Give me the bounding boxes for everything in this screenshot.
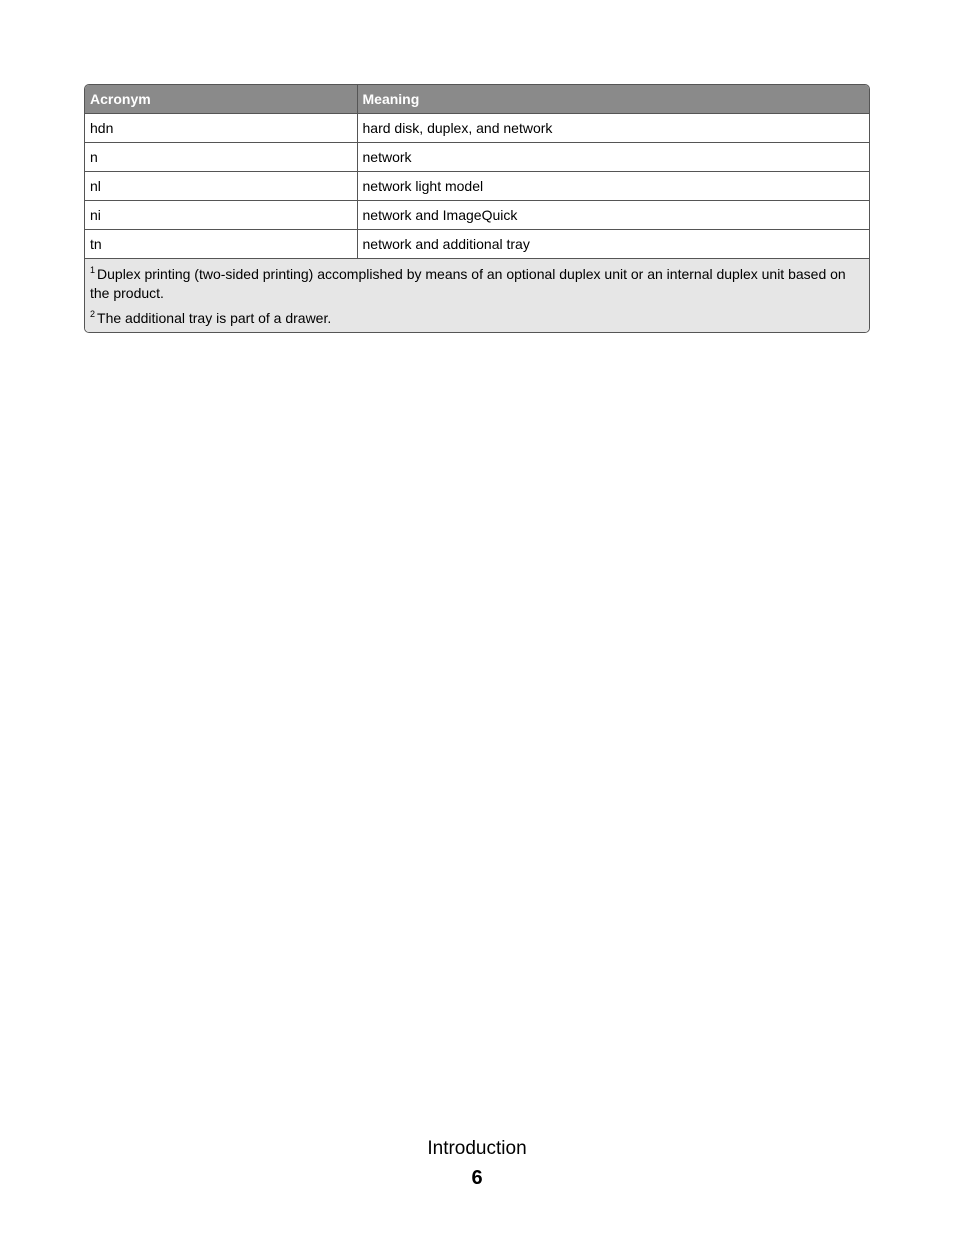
footer-page-number: 6	[471, 1167, 483, 1189]
cell-acronym: n	[85, 142, 357, 171]
cell-meaning: network light model	[357, 171, 869, 200]
cell-acronym: ni	[85, 200, 357, 229]
cell-meaning: network and additional tray	[357, 229, 869, 258]
cell-acronym: nl	[85, 171, 357, 200]
table-row	[85, 113, 869, 142]
table-footnotes	[85, 259, 869, 332]
footnote-marker: 1	[90, 264, 96, 275]
table-row	[85, 142, 869, 171]
footnote-text: Duplex printing (two-sided printing) accomplished by means of an optional duplex unit or an internal duplex unit based on the product.	[90, 265, 846, 301]
cell-meaning: network	[357, 142, 869, 171]
footer-section-title: Introduction	[427, 1138, 527, 1159]
cell-acronym: hdn	[85, 113, 357, 142]
acronym-table	[84, 84, 870, 333]
cell-meaning: hard disk, duplex, and network	[357, 113, 869, 142]
footnote-1	[90, 265, 864, 303]
table-row	[85, 171, 869, 200]
table-row	[85, 229, 869, 258]
cell-meaning: network and ImageQuick	[357, 200, 869, 229]
table-row	[85, 200, 869, 229]
header-meaning: Meaning	[357, 85, 869, 113]
acronym-table-grid	[85, 85, 869, 259]
footnote-marker: 2	[90, 308, 96, 319]
footnote-text: The additional tray is part of a drawer.	[97, 309, 332, 326]
cell-acronym: tn	[85, 229, 357, 258]
footnote-2	[90, 309, 864, 328]
table-header-row	[85, 85, 869, 113]
header-acronym: Acronym	[85, 85, 357, 113]
